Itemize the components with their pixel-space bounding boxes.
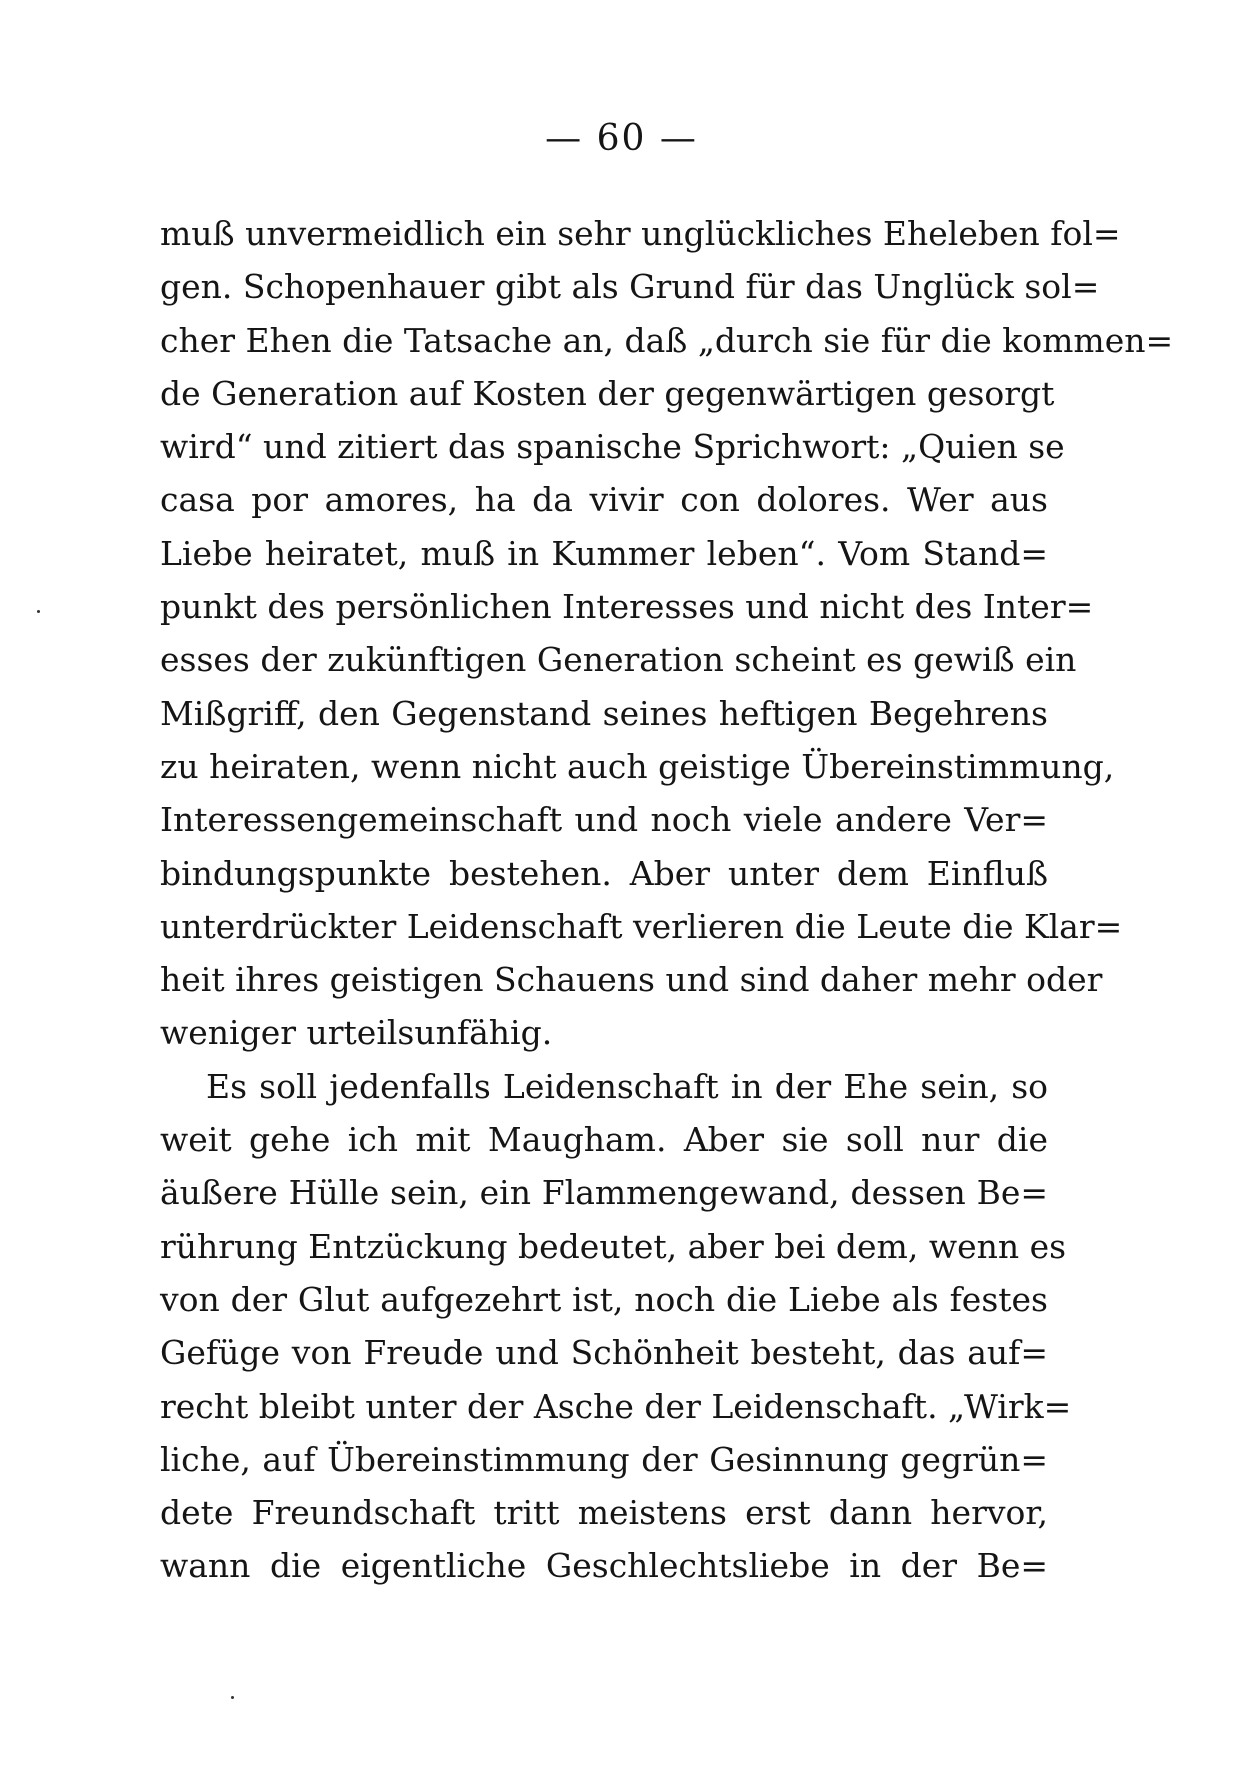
text-line: bindungspunkte bestehen. Aber unter dem Einfluß <box>160 853 1048 893</box>
paper-speck <box>231 1696 234 1699</box>
text-line: esses der zukünftigen Generation scheint es gewiß ein <box>160 640 1077 680</box>
text-line: liche, auf Übereinstimmung der Gesinnung gegrün= <box>160 1439 1048 1479</box>
text-line: äußere Hülle sein, ein Flammengewand, dessen Be= <box>160 1173 1048 1213</box>
text-line: wann die eigentliche Geschlechtsliebe in der Be= <box>160 1546 1048 1586</box>
text-line: weit gehe ich mit Maugham. Aber sie soll nur die <box>160 1120 1048 1160</box>
body-text <box>160 207 1174 1593</box>
text-line: muß unvermeidlich ein sehr unglückliches Eheleben fol= <box>160 214 1121 253</box>
text-line: cher Ehen die Tatsache an, daß „durch sie für die kommen= <box>160 320 1174 360</box>
text-line: unterdrückter Leidenschaft verlieren die Leute die Klar= <box>160 906 1123 946</box>
text-line: rührung Entzückung bedeutet, aber bei dem, wenn es <box>160 1226 1067 1266</box>
text-line: recht bleibt unter der Asche der Leidenschaft. „Wirk= <box>160 1386 1072 1426</box>
text-line: zu heiraten, wenn nicht auch geistige Übereinstimmung, <box>160 746 1115 786</box>
paper-speck <box>37 610 40 613</box>
text-line: dete Freundschaft tritt meistens erst dann hervor, <box>160 1493 1048 1533</box>
text-line: gen. Schopenhauer gibt als Grund für das Unglück sol= <box>160 267 1100 307</box>
text-line: wird“ und zitiert das spanische Sprichwort: „Quien se <box>160 427 1065 467</box>
text-line: Mißgriff, den Gegenstand seines heftigen Begehrens <box>160 693 1048 733</box>
paragraph-end-line: weniger urteilsunfähig. <box>160 1013 553 1053</box>
text-line: casa por amores, ha da vivir con dolores. Wer aus <box>160 480 1048 520</box>
text-line: de Generation auf Kosten der gegenwärtigen gesorgt <box>160 373 1055 413</box>
text-line: Gefüge von Freude und Schönheit besteht, das auf= <box>160 1333 1048 1373</box>
text-line: heit ihres geistigen Schauens und sind daher mehr oder <box>160 960 1103 1000</box>
text-line: von der Glut aufgezehrt ist, noch die Liebe als festes <box>160 1279 1048 1319</box>
page-number: — 60 — <box>545 118 698 159</box>
text-line: Liebe heiratet, muß in Kummer leben“. Vom Stand= <box>160 533 1048 573</box>
text-line: punkt des persönlichen Interesses und nicht des Inter= <box>160 587 1094 627</box>
text-line: Interessengemeinschaft und noch viele andere Ver= <box>160 800 1048 840</box>
paragraph-start-line: Es soll jedenfalls Leidenschaft in der Ehe sein, so <box>206 1066 1048 1106</box>
